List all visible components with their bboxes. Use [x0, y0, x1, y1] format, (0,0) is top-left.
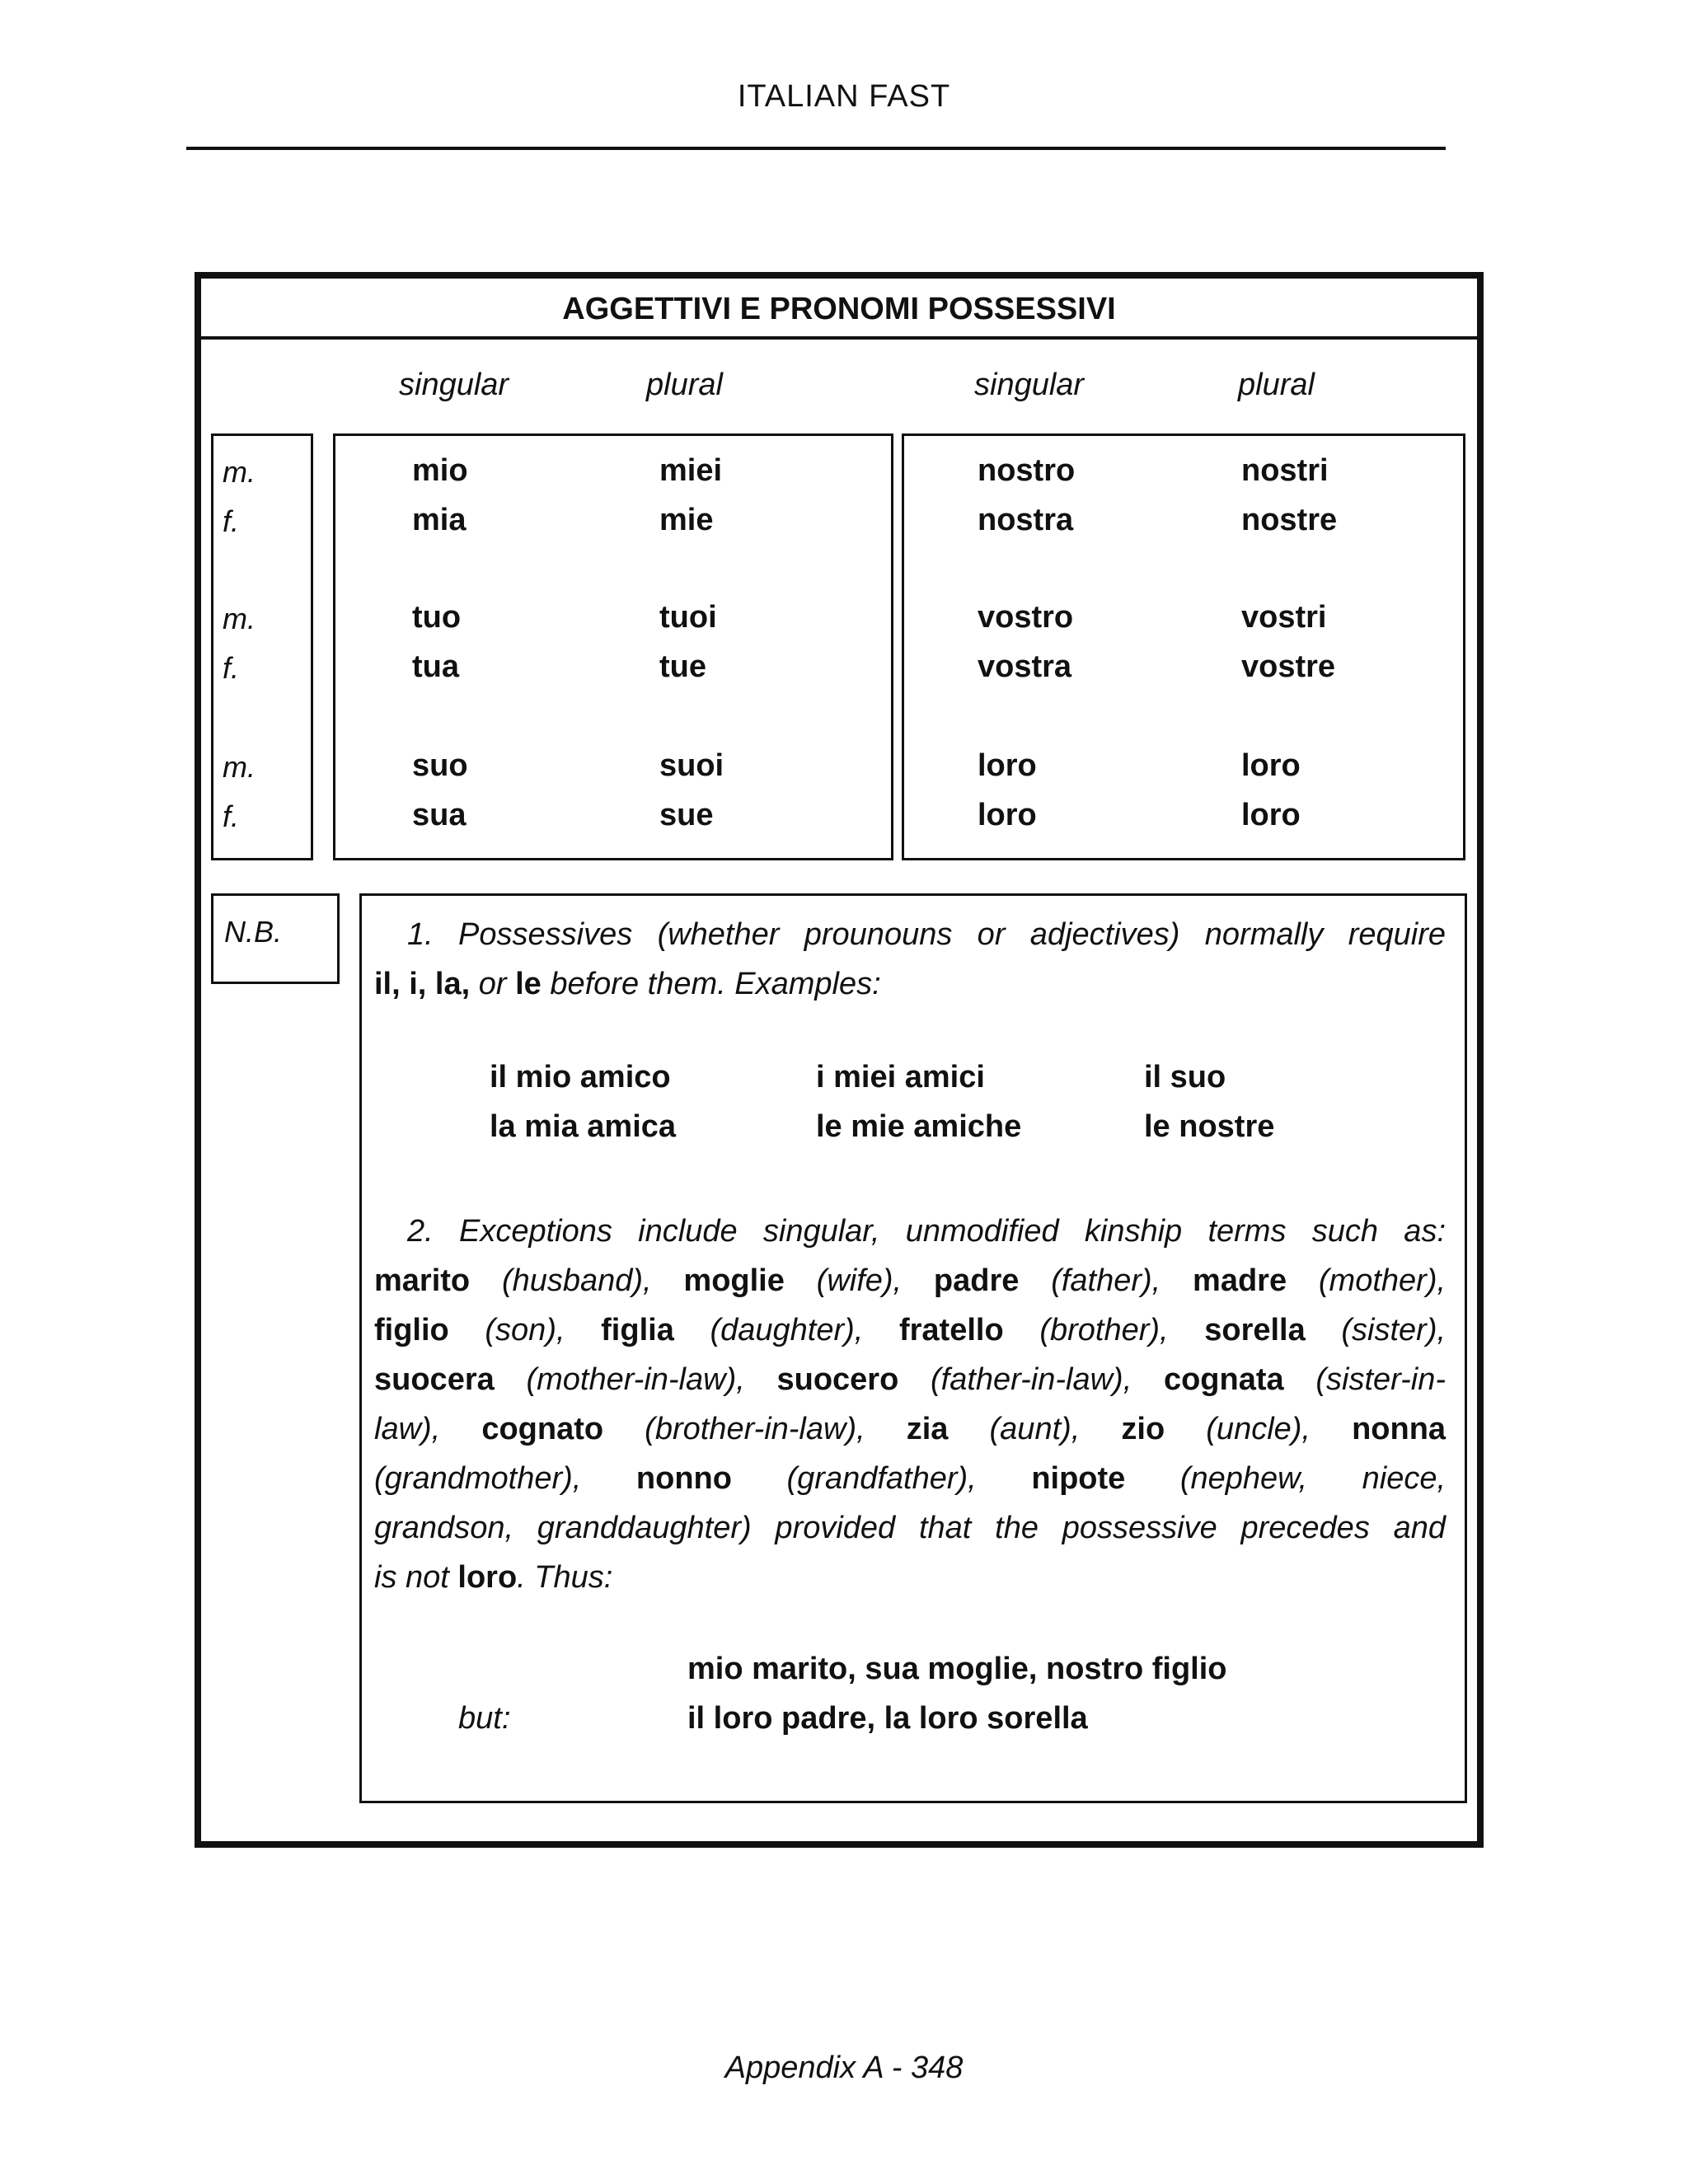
example: il suo: [1144, 1060, 1226, 1094]
point-2-intro: Exceptions include singular, unmodified kinship terms such as:: [459, 1214, 1446, 1249]
example: il mio amico: [490, 1060, 671, 1094]
table-cell: miei: [659, 453, 723, 488]
gender-label: m.: [223, 750, 256, 784]
point-1-or: or: [478, 967, 507, 1001]
header-rule: [186, 147, 1446, 150]
table-cell: vostri: [1241, 600, 1327, 635]
note-point-2-line-4: [374, 1355, 1446, 1405]
table-title: AGGETTIVI E PRONOMI POSSESSIVI: [562, 292, 1116, 326]
but-label: but:: [458, 1701, 511, 1736]
col-header-plural-2: plural: [1238, 368, 1315, 402]
gender-column-box: [211, 434, 313, 860]
table-cell: vostre: [1241, 649, 1336, 684]
col-header-singular-2: singular: [974, 368, 1085, 402]
kinship-term: nipote: [1031, 1461, 1126, 1496]
table-cell: nostri: [1241, 453, 1329, 488]
point-2-number: 2.: [407, 1214, 434, 1249]
kinship-gloss: (husband),: [501, 1263, 652, 1298]
point-1-articles: il, i, la,: [374, 967, 471, 1001]
gender-label: f.: [223, 651, 240, 685]
note-point-1-line-1: [374, 910, 1446, 960]
final-example-2: il loro padre, la loro sorella: [687, 1701, 1088, 1736]
point-2-continuation: grandson, granddaughter) provided that the possessive precedes and: [374, 1511, 1446, 1545]
kinship-gloss: (sister-in-: [1315, 1362, 1446, 1397]
kinship-term: figlio: [374, 1313, 449, 1347]
kinship-term: figlia: [601, 1313, 674, 1347]
note-point-2-line-3: [374, 1305, 1446, 1356]
kinship-gloss: (aunt),: [989, 1412, 1081, 1446]
point-1-text: Possessives (whether prounouns or adjectives) normally require: [458, 917, 1446, 952]
table-cell: tue: [659, 649, 706, 684]
note-point-2-line-1: [374, 1207, 1446, 1257]
table-cell: suo: [412, 748, 468, 783]
running-head: ITALIAN FAST: [737, 79, 951, 114]
nb-label: N.B.: [224, 915, 283, 949]
gender-label: m.: [223, 455, 256, 489]
gender-label: f.: [223, 799, 240, 833]
kinship-gloss: (brother),: [1039, 1313, 1169, 1347]
point-2-loro: loro: [457, 1560, 518, 1595]
table-cell: loro: [978, 798, 1037, 832]
table-cell: tuo: [412, 600, 462, 635]
kinship-gloss: (wife),: [816, 1263, 903, 1298]
kinship-term: madre: [1193, 1263, 1287, 1298]
kinship-gloss: (mother),: [1318, 1263, 1447, 1298]
kinship-gloss: (father-in-law),: [931, 1362, 1132, 1397]
kinship-term: moglie: [683, 1263, 785, 1298]
point-2-is-not: is not: [374, 1560, 449, 1595]
kinship-term: nonno: [635, 1461, 732, 1496]
note-point-2-line-6: [374, 1454, 1446, 1504]
kinship-gloss: (sister),: [1341, 1313, 1447, 1347]
note-point-2-line-7: [374, 1503, 1446, 1554]
kinship-gloss: (grandfather),: [786, 1461, 977, 1496]
kinship-term: cognata: [1163, 1362, 1284, 1397]
kinship-gloss: (nephew, niece,: [1179, 1461, 1447, 1496]
table-cell: sue: [659, 798, 714, 832]
kinship-term: zio: [1121, 1412, 1165, 1446]
kinship-term: nonna: [1352, 1412, 1447, 1446]
kinship-gloss: (daughter),: [710, 1313, 864, 1347]
plural-person-box: [902, 434, 1465, 860]
kinship-gloss: law),: [374, 1412, 441, 1446]
table-cell: loro: [1241, 748, 1301, 783]
example: le mie amiche: [816, 1109, 1022, 1144]
table-cell: loro: [1241, 798, 1301, 832]
kinship-term: padre: [933, 1263, 1020, 1298]
note-point-1-line-2: [374, 959, 1446, 1010]
singular-person-box: [333, 434, 893, 860]
kinship-term: marito: [374, 1263, 471, 1298]
table-cell: mie: [659, 503, 714, 537]
example: la mia amica: [490, 1109, 677, 1144]
kinship-gloss: (mother-in-law),: [526, 1362, 745, 1397]
kinship-term: suocera: [374, 1362, 495, 1397]
kinship-term: zia: [906, 1412, 949, 1446]
col-header-plural-1: plural: [646, 368, 723, 402]
point-1-tail: before them. Examples:: [550, 967, 881, 1001]
table-cell: mio: [412, 453, 468, 488]
table-cell: sua: [412, 798, 467, 832]
table-cell: nostra: [978, 503, 1074, 537]
table-cell: vostra: [978, 649, 1072, 684]
kinship-gloss: (uncle),: [1206, 1412, 1311, 1446]
note-point-2-line-8: [374, 1553, 1446, 1603]
table-cell: vostro: [978, 600, 1074, 635]
table-cell: loro: [978, 748, 1037, 783]
col-header-singular-1: singular: [399, 368, 509, 402]
gender-label: f.: [223, 504, 240, 538]
kinship-term: cognato: [481, 1412, 604, 1446]
kinship-term: fratello: [898, 1313, 1004, 1347]
kinship-term: sorella: [1204, 1313, 1306, 1347]
example: le nostre: [1144, 1109, 1275, 1144]
table-cell: nostro: [978, 453, 1076, 488]
final-example-1: mio marito, sua moglie, nostro figlio: [687, 1652, 1227, 1686]
note-point-2-line-2: [374, 1256, 1446, 1306]
kinship-gloss: (brother-in-law),: [645, 1412, 865, 1446]
table-cell: tua: [412, 649, 459, 684]
table-cell: suoi: [659, 748, 724, 783]
table-cell: mia: [412, 503, 467, 537]
note-point-2-line-5: [374, 1404, 1446, 1455]
table-cell: nostre: [1241, 503, 1338, 537]
kinship-gloss: (grandmother),: [374, 1461, 582, 1496]
table-cell: tuoi: [659, 600, 717, 635]
kinship-gloss: (father),: [1051, 1263, 1161, 1298]
page-footer: Appendix A - 348: [724, 2050, 964, 2085]
kinship-term: suocero: [776, 1362, 899, 1397]
gender-label: m.: [223, 602, 256, 635]
point-1-number: 1.: [407, 917, 434, 952]
example: i miei amici: [816, 1060, 985, 1094]
point-1-le: le: [515, 967, 542, 1001]
kinship-gloss: (son),: [485, 1313, 565, 1347]
point-2-thus: . Thus:: [517, 1560, 613, 1595]
